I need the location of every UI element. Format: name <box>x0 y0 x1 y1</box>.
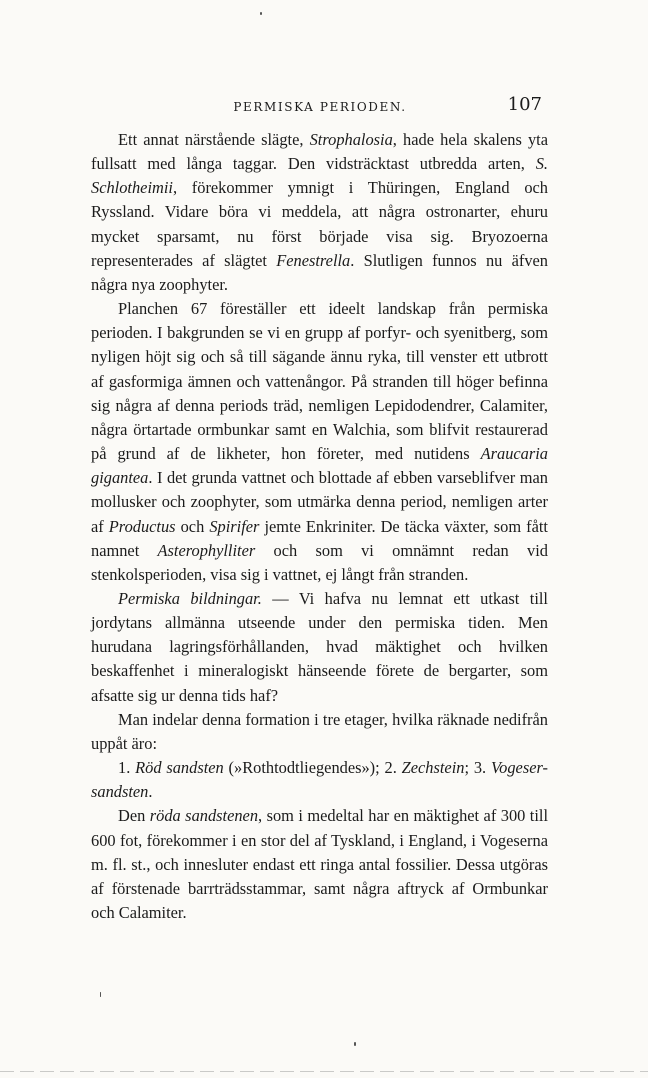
italic-term: Fenestrella <box>276 250 351 270</box>
text-run: ; 3. <box>464 758 491 778</box>
text-run: — Vi hafva nu lemnat ett utkast till jordytans allmänna utseende under den permiska tiden. Men hurudana lagringsförhållanden, hvad mäktighet och hvilken beskaffenhet i mineralogiskt hänseende förete de bergarter, som afsatte sig ur denna tids haf? <box>91 588 548 705</box>
text-run: . I det grunda vattnet och blottade af ebben varseblifver man mollusker och zoophyter, som utmärka denna period, nemligen arter af <box>91 468 548 536</box>
page-header <box>92 92 548 118</box>
paragraph-roda-sandstenen <box>91 804 548 925</box>
text-run: och <box>175 516 210 536</box>
text-run: , hade hela skalens yta fullsatt med långa taggar. Den vidsträcktast utbredda arten, <box>91 130 548 174</box>
italic-term: Zechstein <box>401 758 465 778</box>
running-title: PERMISKA PERIODEN. <box>233 100 407 114</box>
ink-speck <box>354 1042 356 1046</box>
page-number: 107 <box>507 94 542 115</box>
italic-term: Röd sandsten <box>135 758 224 778</box>
text-run: Den <box>118 806 150 826</box>
text-run: Ett annat närstående slägte, <box>118 130 310 149</box>
text-run: Man indelar denna formation i tre etager, hvilka räknade nedifrån uppåt äro: <box>91 709 548 753</box>
text-run: . Slutligen funnos nu äfven några nya zoophyter. <box>91 250 548 294</box>
paragraph-permiska-bildningar <box>91 587 548 708</box>
text-run: . <box>148 782 153 802</box>
italic-term: Productus <box>108 516 176 536</box>
text-run: jemte Enkriniter. De täcka växter, som fått namnet <box>91 516 548 560</box>
italic-term: Strophalosia <box>309 130 393 149</box>
ink-speck <box>100 992 101 997</box>
italic-term: Permiska bildningar. <box>118 588 262 608</box>
text-run: och som vi omnämnt redan vid stenkolsperioden, visa sig i vattnet, ej långt från stranden. <box>91 540 548 584</box>
text-run: , som i medeltal har en mäktighet af 300 till 600 fot, förekommer i en stor del af Tyskland, i England, i Vogeserna m. fl. st., och innesluter endast ett ringa antal fossilier. Dessa utgöras af förstenade barrträdsstammar, samt några aftryck af Ormbunkar och Calamiter. <box>91 806 549 922</box>
ink-speck <box>260 12 262 15</box>
italic-term: S. Schlotheimii <box>91 154 548 198</box>
paragraph-etager <box>91 708 548 756</box>
italic-term: Vogeser-sandsten <box>91 758 548 802</box>
text-run: Planchen 67 föreställer ett ideelt landskap från permiska perioden. I bakgrunden se vi en grupp af porfyr- och syenitberg, som nyligen höjt sig och så till sägande ännu ryka, till venster ett utbrott af gasformiga ämnen och vattenångor. På stranden till höger befinna sig några af denna periods träd, nemligen Lepidodendrer, Calamiter, några örtartade ormbunkar samt en Walchia, som blifvit restaurerad på grund af de likheter, hon företer, med nutidens <box>91 299 548 464</box>
page-edge-line <box>0 1071 648 1072</box>
text-run: (»Rothtodtliegendes»); 2. <box>223 758 402 778</box>
italic-term: Asterophylliter <box>157 540 256 560</box>
paragraph-planchen-67 <box>91 297 548 587</box>
paragraph-strophalosia <box>91 128 548 297</box>
body-text <box>91 128 548 925</box>
italic-term: Spirifer <box>209 516 260 536</box>
italic-term: röda sandstenen <box>149 806 259 826</box>
paragraph-etager-list <box>91 756 548 804</box>
text-run: , förekommer ymnigt i Thüringen, England och Ryssland. Vidare böra vi meddela, att några ostronarter, ehuru mycket sparsamt, nu först började visa sig. Bryozoerna representerades af slägtet <box>91 178 548 270</box>
text-run: 1. <box>118 758 136 778</box>
italic-term: Araucaria gigantea <box>91 444 548 488</box>
